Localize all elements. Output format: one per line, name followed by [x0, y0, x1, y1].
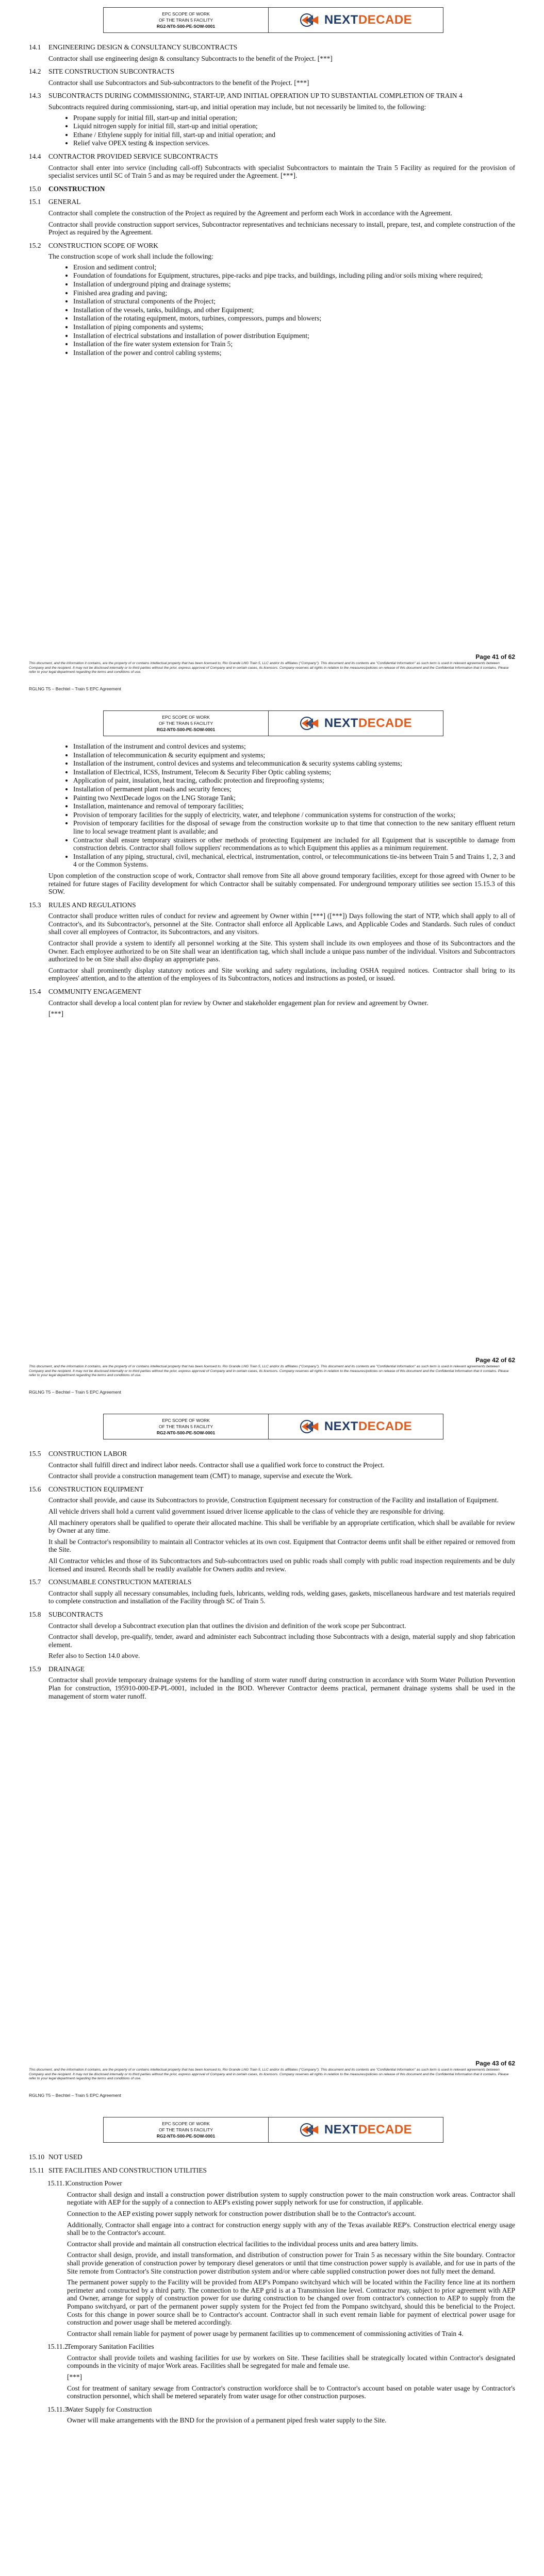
section-heading	[29, 2153, 515, 2161]
company-logo	[269, 8, 443, 32]
header-title-line-1: EPC SCOPE OF WORK	[162, 715, 210, 720]
page-header	[103, 710, 443, 736]
list-item: • Contractor shall ensure temporary strainers or other methods of protecting Equipment are included for all Equipment that is susceptible to damage from construction debris. Contractor shall follow suppliers' recommendations as to which Equipment this applies as a minimum requirement.	[73, 836, 515, 852]
page-footer	[0, 2060, 544, 2110]
page-footer	[0, 1357, 544, 1406]
list-item: • Installation of Electrical, ICSS, Instrument, Telecom & Security Fiber Optic cabling systems;	[73, 768, 515, 776]
header-title-line-2: OF THE TRAIN 5 FACILITY	[158, 1424, 213, 1429]
section-title: SITE CONSTRUCTION SUBCONTRACTS	[48, 67, 175, 76]
page-body	[29, 1445, 515, 1700]
section-number: 14.4	[29, 152, 41, 160]
paragraph: Contractor shall remain liable for payment of power usage by permanent facilities up to commencement of commissioning activities of Train 4.	[67, 2329, 464, 2337]
confidentiality-disclaimer: This document, and the information it contains, are the property of or contains intellectual property that has been licensed to, Rio Grande LNG Train 5, LLC and/or its affiliates ("Company"). This document and its contents are "Confidential Information" as such term is used in relevant agreements between Company and the recipient. It may not be disclosed internally or to third parties without the prior, express approval of Company and in certain cases, its licensors. Company reserves all rights in relation to the measures/policies on release of this document and the Confidential Information that it contains. Please refer to your legal department regarding the terms and conditions of use.	[29, 1365, 509, 1378]
section-number: 15.11	[29, 2166, 44, 2174]
section-heading	[29, 1578, 515, 1586]
section-title: CONSUMABLE CONSTRUCTION MATERIALS	[48, 1578, 192, 1586]
document-page	[0, 703, 544, 1406]
header-title-line-1: EPC SCOPE OF WORK	[162, 2121, 210, 2126]
subsection-heading	[29, 2343, 515, 2351]
logo-text-next: NEXT	[324, 1419, 358, 1433]
section-title: SUBCONTRACTS	[48, 1610, 103, 1618]
agreement-reference: RGLNG T5 – Bechtel – Train 5 EPC Agreement	[29, 2093, 121, 2098]
section-title: CONSTRUCTION LABOR	[48, 1450, 127, 1458]
list-item: • Installation of the instrument, control devices and systems and telecommunication & security systems cabling systems;	[73, 759, 515, 768]
page-number: Page 43 of 62	[475, 2060, 515, 2067]
section-heading	[29, 43, 515, 52]
section-heading	[29, 988, 515, 996]
section-number: 14.1	[29, 43, 41, 51]
section-number: 15.10	[29, 2153, 45, 2161]
paragraph: All Contractor vehicles and those of its Subcontractors and Sub-subcontractors used on public roads shall comply with public road inspection requirements and be duly licensed and insured. Records shall be readily available for Owners audits and review.	[48, 1556, 515, 1573]
section-number: 15.11.1	[47, 2179, 68, 2188]
list-item: • Installation of the instrument and control devices and systems;	[73, 742, 515, 751]
paragraph: Contractor shall complete the construction of the Project as required by the Agreement and perform each Work in accordance with the Agreement.	[48, 209, 453, 217]
header-title-block	[104, 2117, 269, 2142]
page-footer	[0, 653, 544, 703]
section-number: 15.6	[29, 1485, 41, 1493]
section-title: CONTRACTOR PROVIDED SERVICE SUBCONTRACTS	[48, 152, 218, 160]
section-heading	[29, 67, 515, 76]
paragraph: Contractor shall develop a local content plan for review by Owner and stakeholder engagement plan for review and agreement by Owner.	[48, 998, 428, 1007]
list-item: • Erosion and sediment control;	[73, 263, 515, 272]
section-number: 14.3	[29, 92, 41, 100]
paragraph: [***]	[48, 1010, 64, 1018]
paragraph: Contractor shall provide construction support services, Subcontractor representatives and technicians necessary to install, prepare, test, and complete construction of the Project as required by the Agreement.	[48, 220, 515, 236]
paragraph: Contractor shall provide a construction management team (CMT) to manage, supervise and execute the Work.	[48, 1472, 353, 1480]
paragraph: Contractor shall provide temporary drainage systems for the handling of storm water runoff during construction in accordance with Storm Water Pollution Prevention Plan for construction, 195910-000-EP-PL-0001, included in the BOD. Wherever Contractor deems practical, permanent drainage systems shall be used in the management of storm water runoff.	[48, 1676, 515, 1700]
company-logo	[269, 1414, 443, 1439]
section-number: 15.1	[29, 198, 41, 206]
section-heading	[29, 1485, 515, 1494]
list-item: • Installation of the rotating equipment, motors, turbines, compressors, pumps and blowers;	[73, 314, 515, 323]
section-heading	[29, 1665, 515, 1673]
section-number: 15.11.2	[47, 2343, 68, 2351]
nextdecade-logo-icon	[300, 716, 320, 731]
paragraph: The permanent power supply to the Facility will be provided from AEP's Pompano switchyard which will be located within the Facility fence line at its northern perimeter and constructed by a third party. The connection to the AEP grid is at a Transmission line level. Contractor may, subject to prior agreement with AEP and Owner, arrange for supply of construction power for use during construction to be changed over from contractor's connection to AEP to supply from the Pompano switchyard, or part of the permanent power supply system for the Project fed from the Pompano switchyard, should this be beneficial to the Project. Costs for this change in power source shall be to Contractor's account. Contractor shall in such event remain liable for payment of electrical power usage for construction and power usage shall be metered accordingly.	[67, 2278, 515, 2327]
document-page	[0, 1406, 544, 2110]
paragraph: Owner will make arrangements with the BND for the provision of a permanent piped fresh water supply to the Site.	[67, 2416, 387, 2425]
section-number: 15.3	[29, 901, 41, 909]
list-item: • Provision of temporary facilities for the supply of electricity, water, and telephone / communication systems for construction of the works;	[73, 811, 515, 819]
confidentiality-disclaimer: This document, and the information it contains, are the property of or contains intellectual property that has been licensed to, Rio Grande LNG Train 5, LLC and/or its affiliates ("Company"). This document and its contents are "Confidential Information" as such term is used in relevant agreements between Company and the recipient. It may not be disclosed internally or to third parties without the prior, express approval of Company and in certain cases, its licensors. Company reserves all rights in relation to the measures/policies on release of this document and the Confidential Information that it contains. Please refer to your legal department regarding the terms and conditions of use.	[29, 662, 509, 674]
header-title-block	[104, 8, 269, 32]
paragraph: Contractor shall produce written rules of conduct for review and agreement by Owner within [***] ([***]) Days following the start of NTP, which shall apply to all of Contractor's, and its Subcontractor's, personnel at the Site. Contractor shall enforce all Applicable Laws, and Applicable Codes and Standards. Such rules of conduct shall cover all employees of Contractor, its Subcontractors, and any visitors.	[48, 912, 515, 936]
document-page	[0, 0, 544, 703]
paragraph: [***]	[67, 2373, 83, 2381]
document-page	[0, 2110, 544, 2576]
list-item: • Installation of structural components of the Project;	[73, 297, 515, 306]
section-number: 15.5	[29, 1450, 41, 1458]
section-heading	[29, 242, 515, 250]
paragraph: Refer also to Section 14.0 above.	[48, 1652, 140, 1660]
paragraph: Additionally, Contractor shall engage into a contract for construction energy supply with any of the Texas available REP's. Construction electrical energy usage shall be to the Contractor's account.	[67, 2221, 515, 2237]
paragraph: Contractor shall provide toilets and washing facilities for use by workers on Site. These facilities shall be strategically located within Contractor's designated compounds in the vicinity of major Work areas. Facilities shall be segregated for male and female use.	[67, 2353, 515, 2370]
section-title: CONSTRUCTION EQUIPMENT	[48, 1485, 144, 1493]
page-header	[103, 1414, 443, 1439]
list-item: • Installation of the vessels, tanks, buildings, and other Equipment;	[73, 306, 515, 314]
paragraph: Contractor shall supply all necessary consumables, including fuels, lubricants, welding rods, welding gases, gaskets, miscellaneous hardware and test materials required to complete construction and installation of the Facility through SC of Train 5.	[48, 1589, 515, 1605]
paragraph: The construction scope of work shall include the following:	[48, 252, 213, 261]
header-title-block	[104, 711, 269, 736]
paragraph: It shall be Contractor's responsibility to maintain all Contractor vehicles at its own cost. Equipment that Contractor deems unfit shall be either repaired or removed from the Site.	[48, 1537, 515, 1554]
header-doc-ref: RG2-NT0-S00-PE-SOW-0001	[156, 727, 216, 732]
bullet-list	[73, 263, 515, 357]
confidentiality-disclaimer: This document, and the information it contains, are the property of or contains intellectual property that has been licensed to, Rio Grande LNG Train 5, LLC and/or its affiliates ("Company"). This document and its contents are "Confidential Information" as such term is used in relevant agreements between Company and the recipient. It may not be disclosed internally or to third parties without the prior, express approval of Company and in certain cases, its licensors. Company reserves all rights in relation to the measures/policies on release of this document and the Confidential Information that it contains. Please refer to your legal department regarding the terms and conditions of use.	[29, 2068, 509, 2081]
section-title: Water Supply for Construction	[67, 2405, 152, 2413]
paragraph: Contractor shall design, provide, and install transformation, and distribution of construction power for Train 5 as necessary within the Site boundary. Contractor shall provide generation of construction power by temporary diesel generators or until that time construction power supply is available, and for use in parts of the Site remote from Contractor's Site construction power distribution system and/or where cable supplied construction power does not fully meet the demand.	[67, 2251, 515, 2275]
header-title-line-2: OF THE TRAIN 5 FACILITY	[158, 721, 213, 726]
list-item: • Installation, maintenance and removal of temporary facilities;	[73, 802, 515, 810]
section-heading	[29, 1611, 515, 1619]
agreement-reference: RGLNG T5 – Bechtel – Train 5 EPC Agreement	[29, 686, 121, 691]
section-number: 15.9	[29, 1665, 41, 1673]
paragraph: Contractor shall prominently display statutory notices and Site working and safety regulations, including OSHA required notices. Contractor shall bring to its employees' attention, and to the attention of the employees of its Subcontractors, notices and instructions as posted, or issued.	[48, 966, 515, 982]
header-doc-ref: RG2-NT0-S00-PE-SOW-0001	[156, 2133, 216, 2139]
nextdecade-logo-icon	[300, 2123, 320, 2137]
logo-text-decade: DECADE	[358, 716, 413, 730]
paragraph: Contractor shall use engineering design & consultancy Subcontracts to the benefit of the Project. [***]	[48, 54, 333, 62]
paragraph: Connection to the AEP existing power supply network for construction power distribution shall be to the Contractor's account.	[67, 2209, 416, 2217]
section-heading	[29, 185, 515, 193]
section-number: 15.7	[29, 1578, 41, 1586]
paragraph: Contractor shall design and install a construction power distribution system to supply construction power to the main construction work areas. Contractor shall negotiate with AEP for the supply of a connection to AEP's existing power supply network for use for construction, if applicable.	[67, 2190, 515, 2207]
subsection-heading	[29, 2405, 515, 2414]
list-item: • Application of paint, insulation, heat tracing, cathodic protection and fireproofing systems;	[73, 776, 515, 785]
list-item: • Installation of underground piping and drainage systems;	[73, 280, 515, 289]
paragraph: Contractor shall develop a Subcontract execution plan that outlines the division and definition of the work scope per Subcontract.	[48, 1621, 406, 1630]
section-title: COMMUNITY ENGAGEMENT	[48, 988, 141, 996]
page-body	[29, 38, 515, 357]
header-title-line-2: OF THE TRAIN 5 FACILITY	[158, 2127, 213, 2132]
list-item: • Liquid nitrogen supply for initial fill, start-up and initial operation;	[73, 122, 515, 130]
list-item: • Installation of the power and control cabling systems;	[73, 349, 515, 357]
paragraph: Contractor shall fulfill direct and indirect labor needs. Contractor shall use a qualified work force to construct the Project.	[48, 1461, 385, 1469]
logo-text-next: NEXT	[324, 716, 358, 730]
section-title: Temporary Sanitation Facilities	[67, 2343, 154, 2351]
section-number: 15.11.3	[47, 2405, 68, 2413]
logo-text-next: NEXT	[324, 2123, 358, 2137]
page-body	[29, 2148, 515, 2425]
list-item: • Installation of electrical substations and installation of power distribution Equipment;	[73, 332, 515, 340]
section-heading	[29, 152, 515, 161]
section-number: 15.4	[29, 988, 41, 996]
section-heading	[29, 1450, 515, 1458]
paragraph: Contractor shall develop, pre-qualify, tender, award and administer each Subcontract including those Subcontracts with a design, material supply and shop fabrication element.	[48, 1633, 515, 1649]
section-title: ENGINEERING DESIGN & CONSULTANCY SUBCONTRACTS	[48, 43, 238, 51]
section-title: NOT USED	[48, 2153, 83, 2161]
section-title: GENERAL	[48, 198, 81, 206]
paragraph: All vehicle drivers shall hold a current valid government issued driver license applicable to the class of vehicle they are responsible for driving.	[48, 1507, 445, 1515]
section-heading	[29, 901, 515, 909]
header-title-line-1: EPC SCOPE OF WORK	[162, 11, 210, 16]
paragraph: Contractor shall provide a system to identify all personnel working at the Site. This system shall include its own employees and those of its Subcontractors and the Owner. Each employee authorized to be on Site shall wear an identification tag, which shall include a unique pass number of the individual. Visitors and Subcontractors authorized to be on Site shall also display an appropriate pass.	[48, 939, 515, 963]
logo-text-decade: DECADE	[358, 2123, 413, 2137]
section-title: RULES AND REGULATIONS	[48, 901, 136, 909]
section-title: Construction Power	[67, 2179, 122, 2188]
list-item: • Painting two NextDecade logos on the LNG Storage Tank;	[73, 794, 515, 802]
page-number: Page 41 of 62	[475, 653, 515, 660]
list-item: • Installation of permanent plant roads and security fences;	[73, 785, 515, 793]
subsection-heading	[29, 2179, 515, 2188]
list-item: • Provision of temporary facilities for the disposal of sewage from the construction worksite up to that time that connection to the new sanitary effluent return line to local sewage treatment plant is available; and	[73, 819, 515, 835]
section-number: 15.0	[29, 184, 41, 193]
list-item: • Finished area grading and paving;	[73, 289, 515, 297]
paragraph: Subcontracts required during commissioning, start-up, and initial operation may include, but not necessarily be limited to, the following:	[48, 103, 426, 111]
section-number: 15.8	[29, 1610, 41, 1618]
paragraph: Contractor shall enter into service (including call-off) Subcontracts with specialist Subcontractors to maintain the Train 5 Facility as required for the provision of specialist services until SC of Train 5 and as may be required under the Agreement. [***].	[48, 163, 515, 180]
section-title: SITE FACILITIES AND CONSTRUCTION UTILITIES	[48, 2166, 207, 2174]
bullet-list	[73, 742, 515, 869]
logo-text-decade: DECADE	[358, 13, 413, 27]
nextdecade-logo-icon	[300, 1419, 320, 1434]
company-logo	[269, 711, 443, 736]
logo-text-decade: DECADE	[358, 1419, 413, 1433]
header-doc-ref: RG2-NT0-S00-PE-SOW-0001	[156, 1430, 216, 1435]
list-item: • Ethane / Ethylene supply for initial fill, start-up and initial operation; and	[73, 131, 515, 139]
page-body	[29, 741, 515, 1018]
header-doc-ref: RG2-NT0-S00-PE-SOW-0001	[156, 24, 216, 29]
section-heading	[29, 2166, 515, 2175]
paragraph: Cost for treatment of sanitary sewage from Contractor's construction workforce shall be to Contractor's account based on potable water usage by Contractor's construction personnel, which shall be metered separately from water usage for other construction purposes.	[67, 2384, 515, 2400]
company-logo	[269, 2117, 443, 2142]
paragraph: Contractor shall provide, and cause its Subcontractors to provide, Construction Equipment necessary for construction of the Facility and installation of Equipment.	[48, 1496, 499, 1504]
list-item: • Installation of piping components and systems;	[73, 323, 515, 331]
section-title: SUBCONTRACTS DURING COMMISSIONING, START-UP, AND INITIAL OPERATION UP TO SUBSTANTIAL COMPLETION OF TRAIN 4	[48, 92, 463, 100]
list-item: • Installation of telecommunication & security equipment and systems;	[73, 751, 515, 759]
section-title: DRAINAGE	[48, 1665, 85, 1673]
section-title: CONSTRUCTION	[48, 184, 105, 193]
header-title-line-2: OF THE TRAIN 5 FACILITY	[158, 18, 213, 23]
header-title-line-1: EPC SCOPE OF WORK	[162, 1418, 210, 1423]
page-number: Page 42 of 62	[475, 1357, 515, 1364]
logo-text-next: NEXT	[324, 13, 358, 27]
header-title-block	[104, 1414, 269, 1439]
paragraph: Contractor shall provide and maintain all construction electrical facilities to the individual process units and area battery limits.	[67, 2240, 419, 2248]
bullet-list	[73, 114, 515, 147]
paragraph: Contractor shall use Subcontractors and Sub-subcontractors to the benefit of the Project. [***]	[48, 78, 309, 87]
list-item: • Foundation of foundations for Equipment, structures, pipe-racks and pipe tracks, and buildings, including piling and/or soils mixing where required;	[73, 272, 515, 280]
page-header	[103, 2117, 443, 2143]
section-heading	[29, 198, 515, 206]
paragraph: Upon completion of the construction scope of work, Contractor shall remove from Site all above ground temporary facilities, except for those agreed with Owner to be retained for future stages of Facility development for which Contractor shall be suitably compensated. For underground temporary utilities see section 15.15.3 of this SOW.	[48, 871, 515, 896]
section-heading	[29, 92, 515, 100]
page-header	[103, 7, 443, 33]
agreement-reference: RGLNG T5 – Bechtel – Train 5 EPC Agreement	[29, 1389, 121, 1395]
paragraph: All machinery operators shall be qualified to operate their allocated machine. This shall be verifiable by an appropriate certification, which shall be available for review by Owner at any time.	[48, 1518, 515, 1535]
list-item: • Propane supply for initial fill, start-up and initial operation;	[73, 114, 515, 122]
nextdecade-logo-icon	[300, 13, 320, 27]
section-number: 14.2	[29, 67, 41, 76]
list-item: • Installation of any piping, structural, civil, mechanical, electrical, instrumentation, control, or telecommunications tie-ins between Train 5 and Trains 1, 2, 3 and 4 or the Common Systems.	[73, 853, 515, 869]
list-item: • Relief valve OPEX testing & inspection services.	[73, 139, 515, 147]
section-title: CONSTRUCTION SCOPE OF WORK	[48, 241, 158, 249]
section-number: 15.2	[29, 241, 41, 249]
list-item: • Installation of the fire water system extension for Train 5;	[73, 340, 515, 348]
